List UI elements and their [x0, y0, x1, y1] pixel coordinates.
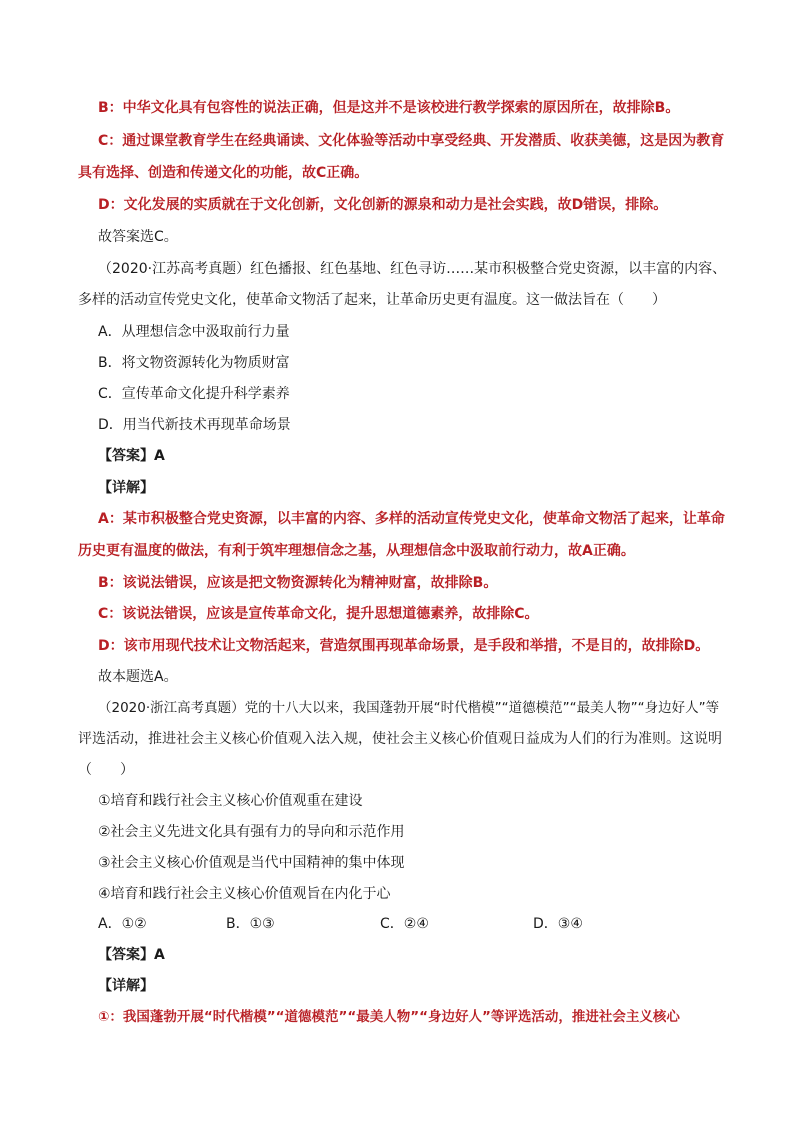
- question3-stem-line1: （2020·浙江高考真题）党的十八大以来，我国蓬勃开展“时代楷模”“道德模范”“最美人物”“身边好人”等: [98, 700, 720, 716]
- question2-explanation-b: B：该说法错误，应该是把文物资源转化为精神财富，故排除B。: [98, 575, 498, 591]
- question3-item-2: ②社会主义先进文化具有强有力的导向和示范作用: [98, 824, 405, 840]
- question3-stem-line2: 评选活动，推进社会主义核心价值观入法入规，使社会主义核心价值观日益成为人们的行为准则。这说明: [78, 731, 722, 747]
- question3-choice-c: C．②④: [380, 916, 429, 932]
- question3-choice-a: A．①②: [98, 916, 147, 932]
- question2-option-c: C．宣传革命文化提升科学素养: [98, 386, 290, 402]
- question3-answer: 【答案】A: [98, 947, 165, 963]
- explanation-c-line1: C：通过课堂教育学生在经典诵读、文化体验等活动中享受经典、开发潜质、收获美德，这是因为教育: [98, 133, 725, 149]
- explanation-b: B：中华文化具有包容性的说法正确，但是这并不是该校进行教学探索的原因所在，故排除B。: [98, 100, 680, 116]
- question2-conclusion: 故本题选A。: [98, 669, 178, 685]
- question3-stem-line3: （ ）: [78, 762, 134, 778]
- question2-option-b: B．将文物资源转化为物质财富: [98, 355, 290, 371]
- question3-item-3: ③社会主义核心价值观是当代中国精神的集中体现: [98, 855, 405, 871]
- question3-item-4: ④培育和践行社会主义核心价值观旨在内化于心: [98, 886, 391, 902]
- question2-explanation-c: C：该说法错误，应该是宣传革命文化，提升思想道德素养，故排除C。: [98, 606, 539, 622]
- question2-answer: 【答案】A: [98, 448, 165, 464]
- question2-stem-line1: （2020·江苏高考真题）红色播报、红色基地、红色寻访……某市积极整合党史资源，以丰富的内容、: [98, 261, 727, 277]
- question2-explanation-a-line1: A：某市积极整合党史资源，以丰富的内容、多样的活动宣传党史文化，使革命文物活了起来，让革命: [98, 511, 725, 527]
- question2-detail-label: 【详解】: [98, 480, 154, 496]
- question2-option-a: A．从理想信念中汲取前行力量: [98, 324, 290, 340]
- question2-explanation-d: D：该市用现代技术让文物活起来，营造氛围再现革命场景，是手段和举措，不是目的，故排除D。: [98, 638, 710, 654]
- question2-option-d: D．用当代新技术再现革命场景: [98, 417, 291, 433]
- explanation-d: D：文化发展的实质就在于文化创新，文化创新的源泉和动力是社会实践，故D错误，排除。: [98, 197, 668, 213]
- question2-explanation-a-line2: 历史更有温度的做法，有利于筑牢理想信念之基，从理想信念中汲取前行动力，故A正确。: [78, 543, 635, 559]
- explanation-c-line2: 具有选择、创造和传递文化的功能，故C正确。: [78, 165, 369, 181]
- question3-item-1: ①培育和践行社会主义核心价值观重在建设: [98, 793, 363, 809]
- conclusion-1: 故答案选C。: [98, 229, 178, 245]
- question3-choice-b: B．①③: [226, 916, 275, 932]
- question3-detail-label: 【详解】: [98, 978, 154, 994]
- question3-explanation-1: ①：我国蓬勃开展“时代楷模”“道德模范”“最美人物”“身边好人”等评选活动，推进社会主义核心: [98, 1009, 680, 1025]
- question2-stem-line2: 多样的活动宣传党史文化，使革命文物活了起来，让革命历史更有温度。这一做法旨在（ ）: [78, 292, 666, 308]
- question3-choice-d: D．③④: [533, 916, 583, 932]
